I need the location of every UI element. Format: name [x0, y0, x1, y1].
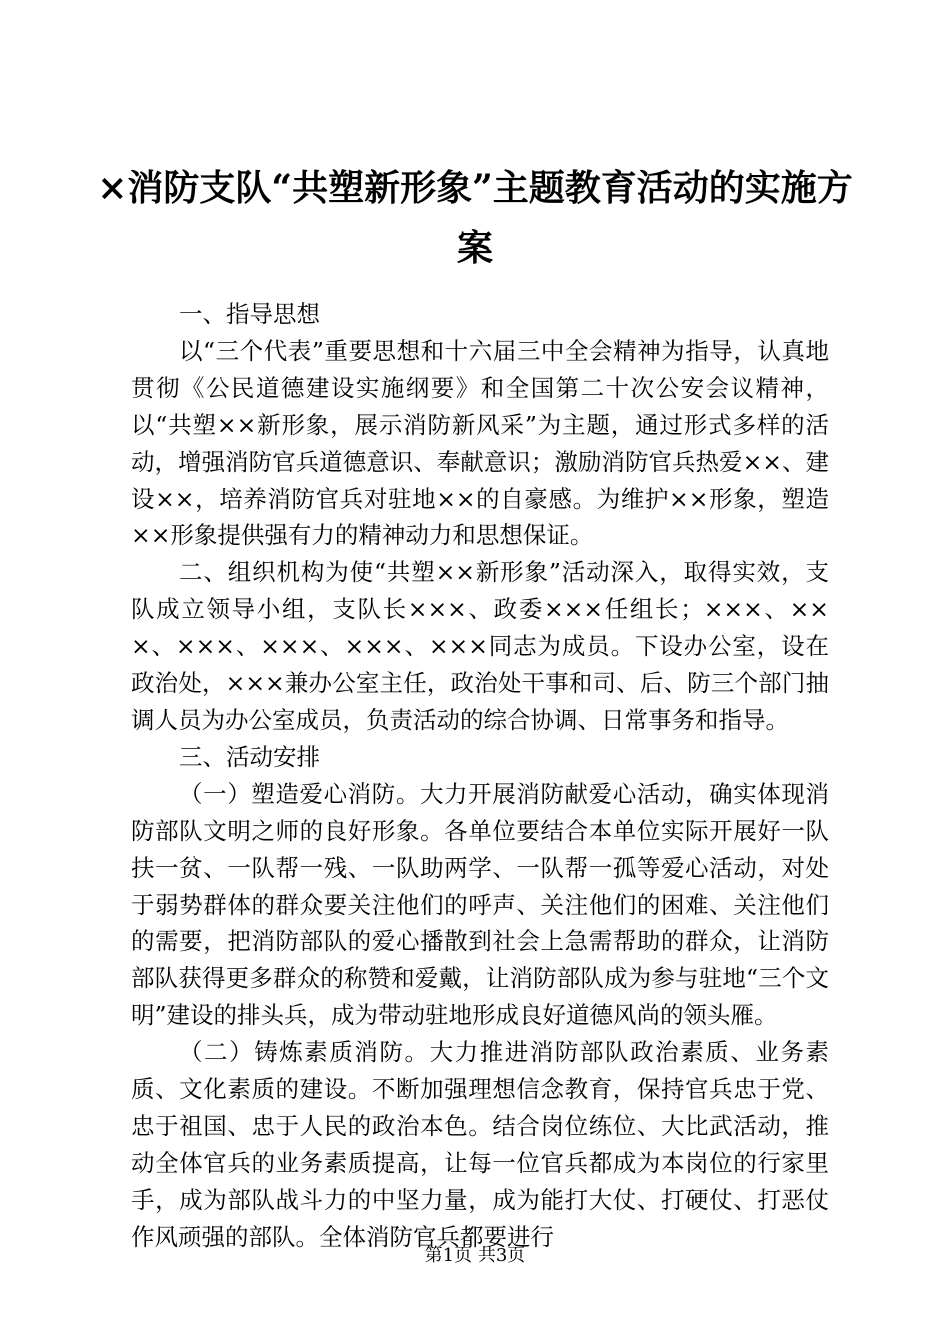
section-heading-activity-arrangement: 三、活动安排 — [179, 742, 320, 771]
paragraph-organization: 二、组织机构为使“共塑××新形象”活动深入，取得实效，支队成立领导小组，支队长×××、政委×××任组长；×××、×××、×××、×××、×××、×××同志为成员。下设办公室，设在政治处，×××兼办公室主任，政治处干事和司、后、防三个部门抽调人员为办公室成员，负责活动的综合协调、日常事务和指导。 — [131, 558, 829, 734]
paragraph-guiding-ideology: 以“三个代表”重要思想和十六届三中全会精神为指导，认真地贯彻《公民道德建设实施纲要》和全国第二十次公安会议精神，以“共塑××新形象，展示消防新风采”为主题，通过形式多样的活动，增强消防官兵道德意识、奉献意识；激励消防官兵热爱××、建设××，培养消防官兵对驻地××的自豪感。为维护××形象，塑造××形象提供强有力的精神动力和思想保证。 — [131, 336, 829, 550]
section-heading-guiding-ideology: 一、指导思想 — [179, 300, 320, 328]
document-body — [131, 296, 829, 1256]
document-title: ×消防支队“共塑新形象”主题教育活动的实施方案 — [97, 167, 853, 269]
paragraph-quality-fire-service: （二）铸炼素质消防。大力推进消防部队政治素质、业务素质、文化素质的建设。不断加强理想信念教育，保持官兵忠于党、忠于祖国、忠于人民的政治本色。结合岗位练位、大比武活动，推动全体官兵的业务素质提高，让每一位官兵都成为本岗位的行家里手，成为部队战斗力的中坚力量，成为能打大仗、打硬仗、打恶仗作风顽强的部队。全体消防官兵都要进行 — [131, 1038, 829, 1251]
page-footer: 第1页 共3页 — [424, 1245, 526, 1266]
paragraph-caring-fire-service: （一）塑造爱心消防。大力开展消防献爱心活动，确实体现消防部队文明之师的良好形象。各单位要结合本单位实际开展好一队扶一贫、一队帮一残、一队助两学、一队帮一孤等爱心活动，对处于弱势群体的群众要关注他们的呼声、关注他们的困难、关注他们的需要，把消防部队的爱心播散到社会上急需帮助的群众，让消防部队获得更多群众的称赞和爱戴，让消防部队成为参与驻地“三个文明”建设的排头兵，成为带动驻地形成良好道德风尚的领头雁。 — [131, 779, 829, 1030]
